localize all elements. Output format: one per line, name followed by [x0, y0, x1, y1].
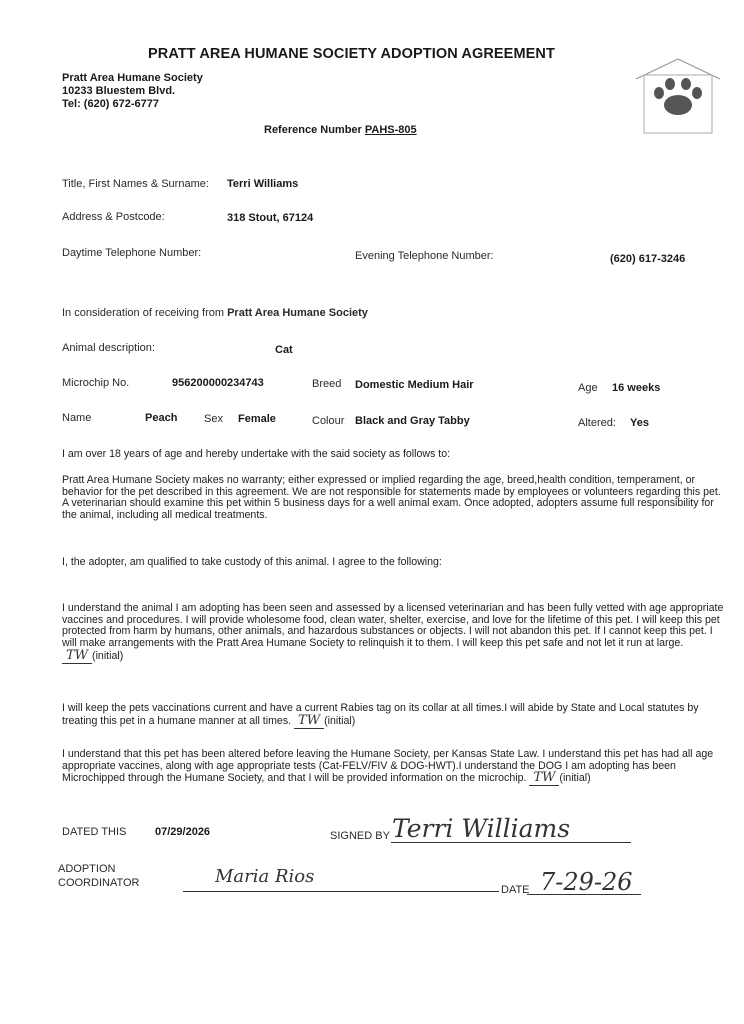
altered-value: Yes — [630, 417, 649, 429]
age-statement: I am over 18 years of age and hereby undertake with the said society as follows to: — [62, 448, 451, 460]
initials-3: TW — [529, 770, 559, 786]
reference-value: PAHS-805 — [364, 124, 417, 136]
care-paragraph — [62, 603, 726, 663]
altered-label: Altered: — [578, 417, 616, 429]
warranty-paragraph: Pratt Area Humane Society makes no warranty; either expressed or implied regarding the age, breed,health condition, temperament, or behavior for the pet described in this agreement. We are not responsible for statements made by employees or volunteers regarding this pet. A veterinarian should examine this pet within 5 business days for a well animal exam. Once adopted, adopters assume full responsibility for the animal, including all medical treatments. — [62, 474, 721, 522]
pet-name-label: Name — [62, 412, 92, 424]
dated-label: DATED THIS — [62, 826, 127, 838]
initials-1: TW — [62, 648, 92, 664]
address-value: 318 Stout, 67124 — [227, 212, 314, 224]
breed-value: Domestic Medium Hair — [355, 379, 474, 391]
microchip-value: 956200000234743 — [172, 377, 264, 389]
adopter-name-label: Title, First Names & Surname: — [62, 178, 209, 190]
evening-phone-value: (620) 617-3246 — [610, 253, 686, 265]
initial-label-2: (initial) — [324, 714, 356, 727]
document-title: PRATT AREA HUMANE SOCIETY ADOPTION AGREEMENT — [148, 46, 555, 62]
dated-value: 07/29/2026 — [155, 826, 211, 838]
coordinator-label — [58, 862, 140, 890]
consideration-line — [62, 307, 368, 319]
adopter-signature: Terri Williams — [392, 814, 571, 843]
date-value: 7-29-26 — [540, 868, 633, 896]
altered-paragraph — [62, 749, 726, 785]
org-tel: Tel: (620) 672-6777 — [62, 98, 160, 110]
reference-label: Reference Number — [264, 124, 362, 136]
address-label: Address & Postcode: — [62, 211, 165, 223]
age-label: Age — [578, 382, 598, 394]
reference-number — [264, 124, 417, 136]
coordinator-label-line2: COORDINATOR — [58, 877, 140, 889]
initial-label-1: (initial) — [92, 649, 124, 662]
pet-name-value: Peach — [145, 412, 178, 424]
sex-value: Female — [238, 413, 276, 425]
coordinator-label-line1: ADOPTION — [58, 863, 116, 875]
org-address: 10233 Bluestem Blvd. — [62, 85, 176, 97]
date-label: DATE — [501, 884, 530, 896]
evening-phone-label: Evening Telephone Number: — [355, 250, 494, 262]
signed-label: SIGNED BY — [330, 830, 390, 842]
consideration-org: Pratt Area Humane Society — [227, 307, 368, 319]
colour-label: Colour — [312, 415, 345, 427]
care-paragraph-text: I understand the animal I am adopting has been seen and assessed by a licensed veterinarian and has been fully vetted with age appropriate vaccines and procedures. I will provide wholesome food, clean water, shelter, exercise, and love for the lifetime of this pet. I will keep this pet protected from harm by humans, other animals, and hazardous substances or objects. I will not abandon this pet. If I cannot keep this pet. I will make arrangements with the Pratt Area Humane Society to relinquish it to them. I will keep this pet safe and not let it run at large. — [62, 602, 724, 650]
consideration-text: In consideration of receiving from — [62, 307, 225, 319]
vaccination-paragraph-text: I will keep the pets vaccinations current and have a current Rabies tag on its collar at all times.I will abide by State and Local statutes by treating this pet in a humane manner at all times. — [62, 702, 699, 727]
sex-label: Sex — [204, 413, 223, 425]
coordinator-signature: Maria Rios — [215, 866, 315, 887]
animal-desc-value: Cat — [275, 344, 293, 356]
coordinator-line — [183, 891, 499, 892]
custody-statement: I, the adopter, am qualified to take custody of this animal. I agree to the following: — [62, 556, 442, 568]
colour-value: Black and Gray Tabby — [355, 415, 470, 427]
age-value: 16 weeks — [612, 382, 661, 394]
paw-house-icon — [632, 57, 724, 137]
daytime-phone-label: Daytime Telephone Number: — [62, 247, 202, 259]
initial-label-3: (initial) — [559, 772, 591, 785]
breed-label: Breed — [312, 378, 342, 390]
animal-desc-label: Animal description: — [62, 342, 155, 354]
org-header — [62, 72, 203, 111]
org-name: Pratt Area Humane Society — [62, 72, 203, 84]
microchip-label: Microchip No. — [62, 377, 130, 389]
altered-paragraph-text: I understand that this pet has been altered before leaving the Humane Society, per Kansas State Law. I understand this pet has had all age appropriate vaccines, along with age appropriate tests (Cat-FELV/FIV & DOG-HWT).I understand the DOG I am adopting has been Microchipped through the Humane Society, and that I will be provided information on the microchip. — [62, 748, 714, 785]
vaccination-paragraph — [62, 703, 726, 727]
adopter-name-value: Terri Williams — [227, 178, 299, 190]
initials-2: TW — [294, 713, 324, 729]
